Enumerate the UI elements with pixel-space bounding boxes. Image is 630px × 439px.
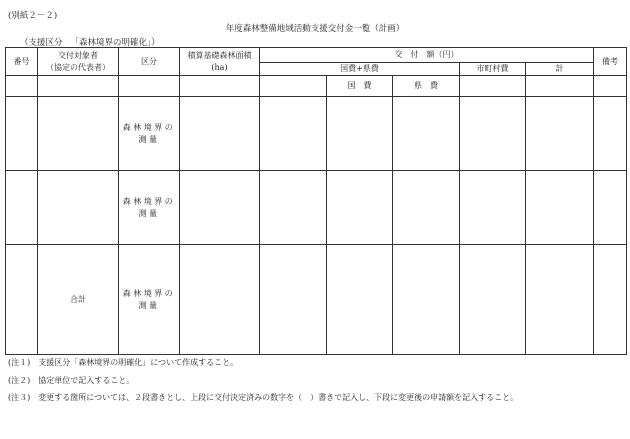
header-target-line2: （協定の代表者） [46, 62, 110, 72]
row-prefectural [393, 97, 460, 171]
note-2: (注２) 協定単位で記入すること。 [8, 376, 135, 385]
header-national: 国 費 [327, 76, 393, 97]
header-blank-7 [526, 76, 594, 97]
row-area [180, 171, 260, 245]
row-number [6, 245, 38, 355]
row-target [38, 97, 119, 171]
sheet-label: (別紙２－２) [8, 11, 58, 21]
header-blank-2 [38, 76, 119, 97]
header-amount: 交 付 額（円） [260, 48, 594, 63]
header-blank-1 [6, 76, 38, 97]
support-category-label: （支援区分 [20, 38, 63, 48]
header-blank-8 [594, 76, 627, 97]
note-3: (注３) 変更する箇所については、２段書きとし、上段に交付決定済みの数字を（ ）書きで記入し、下段に変更後の申請額を記入すること。 [8, 393, 519, 402]
row-category-line2: 測量 [138, 134, 160, 144]
row-notes [594, 97, 627, 171]
row-category-line1: 森林境界の [122, 288, 176, 298]
row-total [526, 245, 594, 355]
row-area [180, 245, 260, 355]
header-target [38, 48, 119, 76]
header-blank-6 [460, 76, 526, 97]
row-category [119, 97, 180, 171]
row-category-line2: 測量 [138, 300, 160, 310]
row-municipal [460, 97, 526, 171]
row-category [119, 171, 180, 245]
table-row [6, 97, 627, 171]
header-target-line1: 交付対象者 [58, 50, 98, 60]
header-blank-3 [119, 76, 180, 97]
row-municipal [460, 245, 526, 355]
row-national-pref [260, 171, 327, 245]
row-category-line1: 森林境界の [122, 196, 176, 206]
row-notes [594, 245, 627, 355]
row-prefectural [393, 245, 460, 355]
row-national [327, 97, 393, 171]
row-notes [594, 171, 627, 245]
row-national [327, 245, 393, 355]
note-1: (注１) 支援区分「森林境界の明確化」について作成すること。 [8, 358, 239, 367]
row-national-pref [260, 97, 327, 171]
row-total [526, 171, 594, 245]
row-category-line1: 森林境界の [122, 122, 176, 132]
header-number: 番号 [6, 48, 38, 76]
row-target [38, 171, 119, 245]
row-category [119, 245, 180, 355]
row-municipal [460, 171, 526, 245]
table-row-total [6, 245, 627, 355]
header-blank-4 [180, 76, 260, 97]
header-area-line1: 積算基礎森林面積 [187, 50, 252, 60]
row-number [6, 97, 38, 171]
header-municipal: 市町村費 [460, 63, 526, 76]
row-national [327, 171, 393, 245]
header-notes: 備考 [594, 48, 627, 76]
row-national-pref [260, 245, 327, 355]
row-prefectural [393, 171, 460, 245]
row-target: 合計 [38, 245, 119, 355]
row-total [526, 97, 594, 171]
table-row [6, 171, 627, 245]
header-area-line2: (ha) [211, 62, 228, 72]
header-blank-5 [260, 76, 327, 97]
header-total: 計 [526, 63, 594, 76]
row-category-line2: 測量 [138, 208, 160, 218]
grant-table [5, 47, 627, 355]
header-area [180, 48, 260, 76]
header-prefectural: 県 費 [393, 76, 460, 97]
document-title: 年度森林整備地域活動支援交付金一覧（計画） [225, 24, 405, 34]
header-national-pref: 国費+県費 [260, 63, 460, 76]
support-category-value: 「森林境界の明確化」） [70, 38, 160, 48]
row-number [6, 171, 38, 245]
row-area [180, 97, 260, 171]
header-category: 区分 [119, 48, 180, 76]
